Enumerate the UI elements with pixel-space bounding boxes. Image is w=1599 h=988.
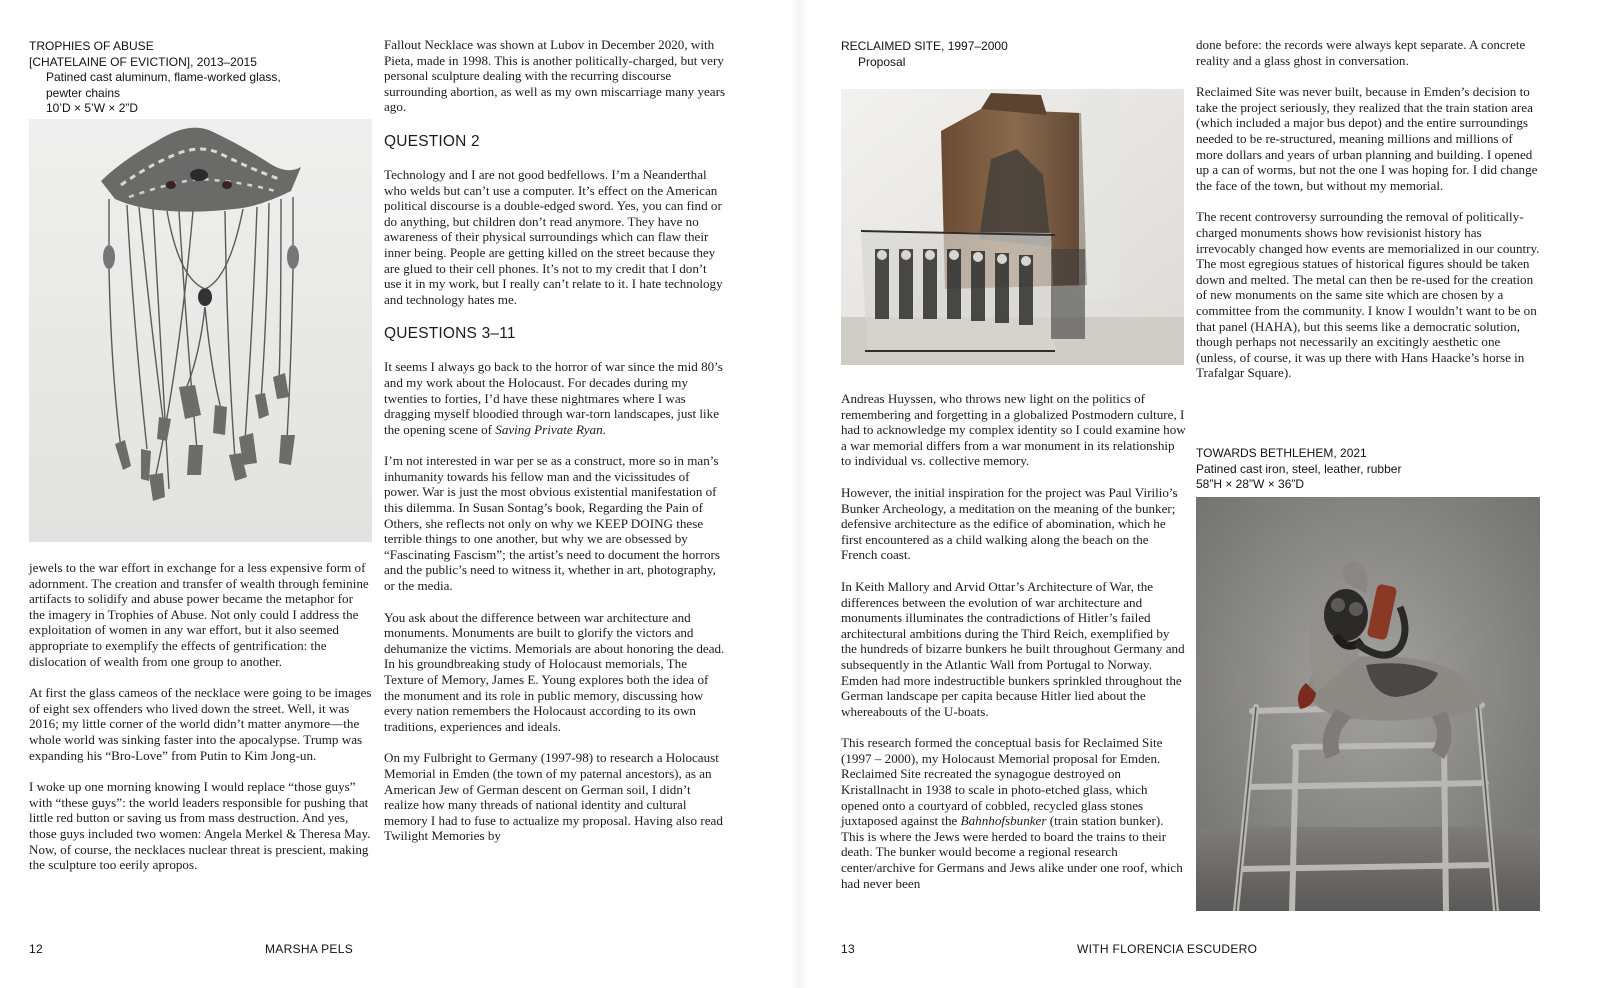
caption-subtitle: Proposal: [858, 54, 906, 69]
body-paragraph: done before: the records were always kept separate. A concrete reality and a glass ghost in conversation.: [1196, 37, 1526, 68]
body-paragraph: jewels to the war effort in exchange for a less expensive form of adornment. The creation and transfer of wealth through feminine artifacts to solidify and abuse power became the metaphor for the imagery in Trophies of Abuse. Not only could I address the exploitation of women in any war effort, but it also seemed appropriate to exemplify the effects of gentrification: the dislocation of wealth from one group to another.: [29, 560, 369, 669]
body-paragraph: Technology and I are not good bedfellows. I’m a Neanderthal who welds but can’t use a computer. It’s effect on the American political discourse is a double-edged sword. Yes, you can find or do anything, but children don’t read anymore. They have no awareness of their physical surroundings which can flaw their inner being. People are getting killed on the street because they are glued to their cell phones. It’s not to my credit that I don’t use it in my work, but I really can’t relate to it. I hate technology and technology hates me.: [384, 166, 723, 307]
right-column-1-text: [841, 391, 1186, 907]
caption-medium-continued: pewter chains: [46, 85, 121, 100]
left-column-2-text: [384, 37, 726, 860]
body-paragraph: You ask about the difference between war architecture and monuments. Monuments are built to glorify the victors and dehumanize the victims. Memorials are about honoring the dead. In his groundbreaking study of Holocaust memorials, The Texture of Memory, James E. Young explores both the idea of the monument and its role in public memory, discussing how every nation remembers the Holocaust according to its own traditions, experiences and ideals.: [384, 609, 725, 734]
left-page: [0, 0, 790, 988]
body-paragraph: At first the glass cameos of the necklace were going to be images of eight sex offenders who lived down the street. Well, it was 2016; my little corner of the world didn’t matter anymore—the whole world was sinking faster into the apocalypse. Trump was expanding his “Bro-Love” from Putin to Kim Jong-un.: [29, 685, 372, 763]
page-number-left: 12: [29, 942, 43, 956]
artwork-caption-towards-bethlehem: [1196, 446, 1541, 493]
body-paragraph: [841, 735, 1186, 891]
photo-reclaimed-site: [841, 89, 1184, 365]
photo-towards-bethlehem: [1196, 497, 1540, 911]
body-paragraph: Andreas Huyssen, who throws new light on the politics of remembering and forgetting in a globalized Postmodern culture, I had to acknowledge my complex identity so I could examine how a war memorial differs from a war monument in its relationship to individual vs. collective memory.: [841, 391, 1186, 469]
artwork-caption-reclaimed-site: [841, 39, 1181, 70]
running-footer-interviewer: WITH FLORENCIA ESCUDERO: [1077, 942, 1258, 956]
text-run: It seems I always go back to the horror of war since the mid 80’s and my work about the Holocaust. For decades during my twenties to forties, I’d have these nightmares where I was dragging myself bloodied through war-torn landscapes, just like the opening scene of: [384, 359, 723, 437]
body-paragraph: On my Fulbright to Germany (1997-98) to research a Holocaust Memorial in Emden (the town of my paternal ancestors), as an American Jew of German descent on German soil, I didn’t realize how many threads of national identity and cultural memory I had to fuse to actualize my proposal. Having also read Twilight Memories by: [384, 750, 723, 844]
running-footer-author: MARSHA PELS: [265, 942, 353, 956]
section-heading-question-2: QUESTION 2: [384, 132, 480, 150]
left-column-1-text: [29, 560, 372, 889]
caption-title: RECLAIMED SITE, 1997–2000: [841, 39, 1008, 53]
body-paragraph: [384, 359, 726, 437]
caption-title-continued: [CHATELAINE OF EVICTION], 2013–2015: [29, 54, 257, 69]
caption-title: TOWARDS BETHLEHEM, 2021: [1196, 446, 1367, 460]
text-run: (train station bunker). This is where the Jews were herded to board the trains to their death. The bunker would become a regional research center/archive for Germans and Jews alike under one roof, which had never been: [841, 813, 1183, 891]
body-paragraph: Fallout Necklace was shown at Lubov in December 2020, with Pieta, made in 1998. This is another politically-charged, but very personal sculpture dealing with the recurring discourse surrounding abortion, as well as my own miscarriage many years ago.: [384, 37, 726, 115]
page-number-right: 13: [841, 942, 855, 956]
photo-trophies-of-abuse: [29, 119, 372, 542]
italic-term: Bahnhofsbunker: [960, 813, 1047, 829]
section-heading-questions-3-11: QUESTIONS 3–11: [384, 325, 516, 343]
caption-medium: Patined cast aluminum, flame-worked glass,: [46, 70, 281, 84]
caption-title: TROPHIES OF ABUSE: [29, 39, 154, 53]
caption-dimensions: 10’D × 5’W × 2”D: [46, 101, 139, 115]
body-paragraph: The recent controversy surrounding the removal of politically-charged monuments shows how revisionist history has irrevocably changed how events are memorialized in our country. The most egregious statues of historical figures should be taken down and melted. The metal can then be re-used for the creation of new monuments on the same site which are chosen by a committee from the community. I know I wouldn’t want to be on that panel (HAHA), but this seems like a democratic solution, though perhaps not necessarily an excitingly aesthetic one (unless, of course, it was up there with Hans Haacke’s horse in Trafalgar Square).: [1196, 209, 1540, 381]
body-paragraph: In Keith Mallory and Arvid Ottar’s Architecture of War, the differences between the evolution of war architecture and monuments illuminates the contradictions of Hitler’s failed architectural ambitions during the Third Reich, exemplified by the hundreds of bizarre bunkers he built throughout Germany and subsequently in the Atlantic Wall from Portugal to Norway. Emden had more indestructible bunkers sprinkled throughout the German landscape per capita because Hitler lied about the whereabouts of the U-boats.: [841, 578, 1185, 719]
spread-gutter: [790, 0, 808, 988]
caption-dimensions: 58”H × 28”W × 36”D: [1196, 477, 1305, 491]
body-paragraph: I woke up one morning knowing I would replace “those guys” with “these guys”: the world leaders responsible for pushing that little red button or saving us from mass destruction. And yes, those guys included two women: Angela Merkel & Theresa May. Now, of course, the necklaces nuclear threat is prescient, making the sculpture too eerily apropos.: [29, 779, 371, 873]
right-page: [808, 0, 1599, 988]
artwork-caption-trophies: [29, 39, 369, 117]
text-run: This research formed the conceptual basis for Reclaimed Site (1997 – 2000), my Holocaust Memorial proposal for Emden. Reclaimed Site recreated the synagogue destroyed on Kristallnacht in 1938 to scale in photo-etched glass, which opened onto a courtyard of cobbled, recycled glass stones juxtaposed against the: [841, 735, 1163, 829]
necklace-sculpture-image: [29, 119, 372, 542]
synagogue-bunker-model-image: [841, 89, 1184, 365]
caption-medium: Patined cast iron, steel, leather, rubber: [1196, 461, 1402, 476]
italic-title: Saving Private Ryan: [495, 421, 603, 437]
body-paragraph: I’m not interested in war per se as a construct, more so in man’s inhumanity towards his fellow man and the vicissitudes of power. War is just the most obvious existential manifestation of this dilemma. In Susan Sontag’s book, Regarding the Pain of Others, she reflects not only on why we KEEP DOING these terrible things to one another, but why we are obsessed by “Fascinating Fascism”; the artist’s need to document the horrors and the public’s need to witness it, whether in art, photography, or the media.: [384, 453, 720, 594]
text-run: .: [602, 421, 606, 437]
gas-mask-horse-sculpture-image: [1196, 497, 1540, 911]
body-paragraph: However, the initial inspiration for the project was Paul Virilio’s Bunker Archeology, a meditation on the meaning of the bunker; defensive architecture as the edifice of abomination, which he first encountered as a child walking along the beach on the French coast.: [841, 484, 1178, 563]
right-column-2-text: [1196, 37, 1541, 397]
body-paragraph: Reclaimed Site was never built, because in Emden’s decision to take the project seriously, they realized that the train station area (which included a major bus depot) and the entire surroundings needed to be re-structured, meaning millions and millions of more dollars and years of urban planning and building. I opened up a can of worms, but not the one I was hoping for. I did change the face of the town, but without my memorial.: [1196, 84, 1538, 193]
